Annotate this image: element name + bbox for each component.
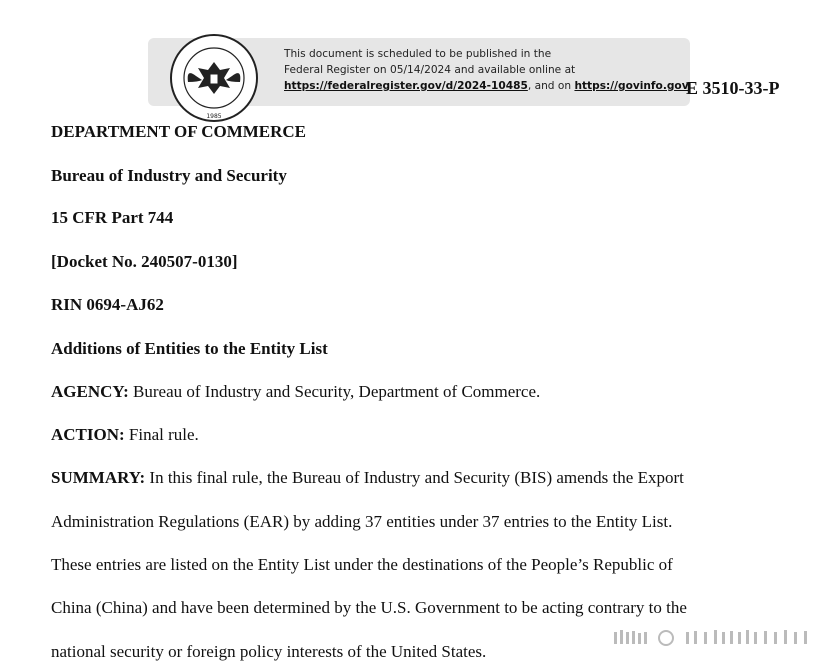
summary-line-2: Administration Regulations (EAR) by adding 37 entities under 37 entries to the Entity List. (51, 512, 673, 531)
action-label: ACTION: (51, 425, 125, 444)
summary-line-4: China (China) and have been determined by the U.S. Government to be acting contrary to the (51, 598, 687, 617)
summary-label: SUMMARY: (51, 468, 146, 487)
summary-line-5: national security or foreign policy interests of the United States. (51, 642, 487, 661)
summary-text-1: In this final rule, the Bureau of Industry and Security (BIS) amends the Export (145, 468, 684, 487)
federal-register-link[interactable]: https://federalregister.gov/d/2024-10485 (284, 80, 528, 92)
seal-year: 1985 (206, 113, 222, 120)
summary-line-1 (51, 468, 684, 488)
action-line (51, 425, 199, 445)
watermark-icon (614, 628, 814, 648)
govinfo-link[interactable]: https://govinfo.gov (574, 80, 689, 92)
document-title: Additions of Entities to the Entity List (51, 339, 328, 358)
department-heading: DEPARTMENT OF COMMERCE (51, 122, 307, 141)
and-on-text: , and on (527, 80, 575, 92)
billing-code: E 3510-33-P (686, 78, 780, 98)
agency-text: Bureau of Industry and Security, Department of Commerce. (128, 382, 541, 401)
notice-line-3 (284, 78, 689, 94)
docket-number: [Docket No. 240507-0130] (51, 252, 238, 271)
agency-label: AGENCY: (51, 382, 129, 401)
cfr-part: 15 CFR Part 744 (51, 208, 174, 227)
summary-line-3: These entries are listed on the Entity List under the destinations of the People’s Republic of (51, 555, 673, 574)
rin-number: RIN 0694-AJ62 (51, 295, 164, 314)
notice-line-2: Federal Register on 05/14/2024 and available online at (284, 64, 576, 76)
publication-stamp (148, 38, 690, 120)
national-archives-seal-icon (168, 32, 260, 124)
agency-line (51, 382, 540, 402)
bureau-heading: Bureau of Industry and Security (51, 166, 287, 185)
publication-notice (284, 46, 689, 94)
notice-line-1: This document is scheduled to be published in the (284, 48, 552, 60)
action-text: Final rule. (124, 425, 199, 444)
